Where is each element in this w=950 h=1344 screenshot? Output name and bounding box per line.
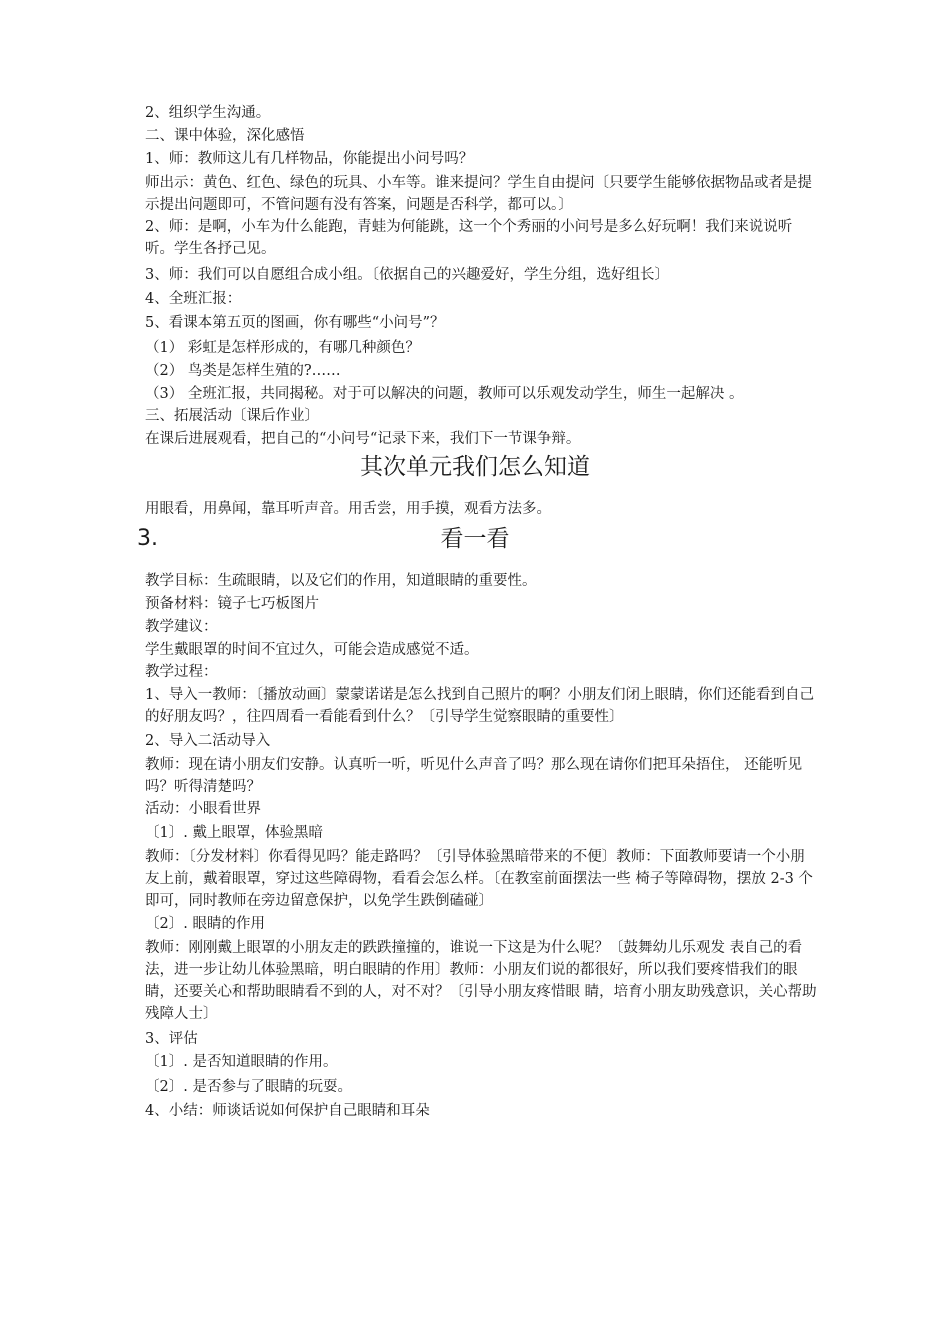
text-line: 教学目标：生疏眼睛，以及它们的作用，知道眼睛的重要性。 <box>145 573 537 589</box>
lesson-number: 3. <box>137 526 158 551</box>
text-line: 3、评估 <box>145 1031 198 1047</box>
list-item: （3） 全班汇报，共同揭秘。对于可以解决的问题，教师可以乐观发动学生，师生一起解决 。 <box>145 386 744 402</box>
list-item: 〔1〕. 是否知道眼睛的作用。 <box>145 1054 338 1070</box>
text-line: 2、导入二活动导入 <box>145 733 271 749</box>
text-line: 教学建议： <box>145 619 218 635</box>
list-item: （2） 鸟类是怎样生殖的?…… <box>145 363 341 379</box>
text-line: 在课后进展观看，把自己的“小问号“记录下来，我们下一节课争辩。 <box>145 431 581 447</box>
text-line: 活动：小眼看世界 <box>145 801 261 817</box>
text-line: 4、全班汇报： <box>145 291 242 307</box>
text-line: 2、组织学生沟通。 <box>145 105 271 121</box>
paragraph: 2、师：是啊，小车为什么能跑，青蛙为何能跳，这一个个秀丽的小问号是多么好玩啊！我们来说说听听。学生各抒己见。 <box>145 219 793 257</box>
text-line: 3、师：我们可以自愿组合成小组。〔依据自己的兴趣爱好，学生分组，选好组长〕 <box>145 267 669 283</box>
paragraph: 1、导入一教师：〔播放动画〕蒙蒙诺诺是怎么找到自己照片的啊？小朋友们闭上眼睛，你们还能看到自己的好朋友吗？，往四周看一看能看到什么？〔引导学生觉察眼睛的重要性〕 <box>145 687 814 725</box>
text-line: 预备材料：镜子七巧板图片 <box>145 596 319 612</box>
lesson-title: 看一看 <box>440 526 510 552</box>
list-item: 〔1〕. 戴上眼罩，体验黑暗 <box>145 825 323 841</box>
paragraph: 教师：现在请小朋友们安静。认真听一听，听见什么声音了吗？那么现在请你们把耳朵捂住， 还能听见吗？听得清楚吗？ <box>145 757 803 795</box>
text-line: 4、小结：师谈话说如何保护自己眼睛和耳朵 <box>145 1103 430 1119</box>
paragraph: 教师：刚刚戴上眼罩的小朋友走的跌跌撞撞的，谁说一下这是为什么呢？〔鼓舞幼儿乐观发 表自己的看法，进一步让幼儿体验黑暗，明白眼睛的作用〕教师：小朋友们说的都很好，所以我们要疼惜我们的眼睛，还要关心和帮助眼睛看不到的人，对不对？〔引导小朋友疼惜眼 睛，培育小朋友助残意识，关心帮助残障人士〕 <box>145 940 817 1022</box>
list-item: 〔2〕. 是否参与了眼睛的玩耍。 <box>145 1079 352 1095</box>
unit-intro: 用眼看，用鼻闻，靠耳听声音。用舌尝，用手摸，观看方法多。 <box>145 501 551 517</box>
text-line: 学生戴眼罩的时间不宜过久，可能会造成感觉不适。 <box>145 642 479 658</box>
section-heading: 三、拓展活动〔课后作业〕 <box>145 408 319 424</box>
paragraph: 教师：〔分发材料〕你看得见吗？能走路吗？〔引导体验黑暗带来的不便〕教师：下面教师要请一个小朋友上前，戴着眼罩，穿过这些障碍物，看看会怎么样。〔在教室前面摆法一些 椅子等障碍物，摆放 2-3 个即可，同时教师在旁边留意保护，以免学生跌倒磕碰〕 <box>145 849 813 909</box>
text-line: 教学过程： <box>145 664 218 680</box>
list-item: （1） 彩虹是怎样形成的，有哪几种颜色？ <box>145 340 420 356</box>
section-heading: 二、课中体验，深化感悟 <box>145 128 305 144</box>
text-line: 1、师：教师这儿有几样物品，你能提出小问号吗？ <box>145 151 474 167</box>
text-line: 5、看课本第五页的图画，你有哪些“小问号”？ <box>145 315 445 331</box>
list-item: 〔2〕. 眼睛的作用 <box>145 916 265 932</box>
unit-title: 其次单元我们怎么知道 <box>360 454 590 480</box>
paragraph: 师出示：黄色、红色、绿色的玩具、小车等。谁来提问？学生自由提问〔只要学生能够依据物品或者是提示提出问题即可，不管问题有没有答案，问题是否科学，都可以。〕 <box>145 175 812 213</box>
